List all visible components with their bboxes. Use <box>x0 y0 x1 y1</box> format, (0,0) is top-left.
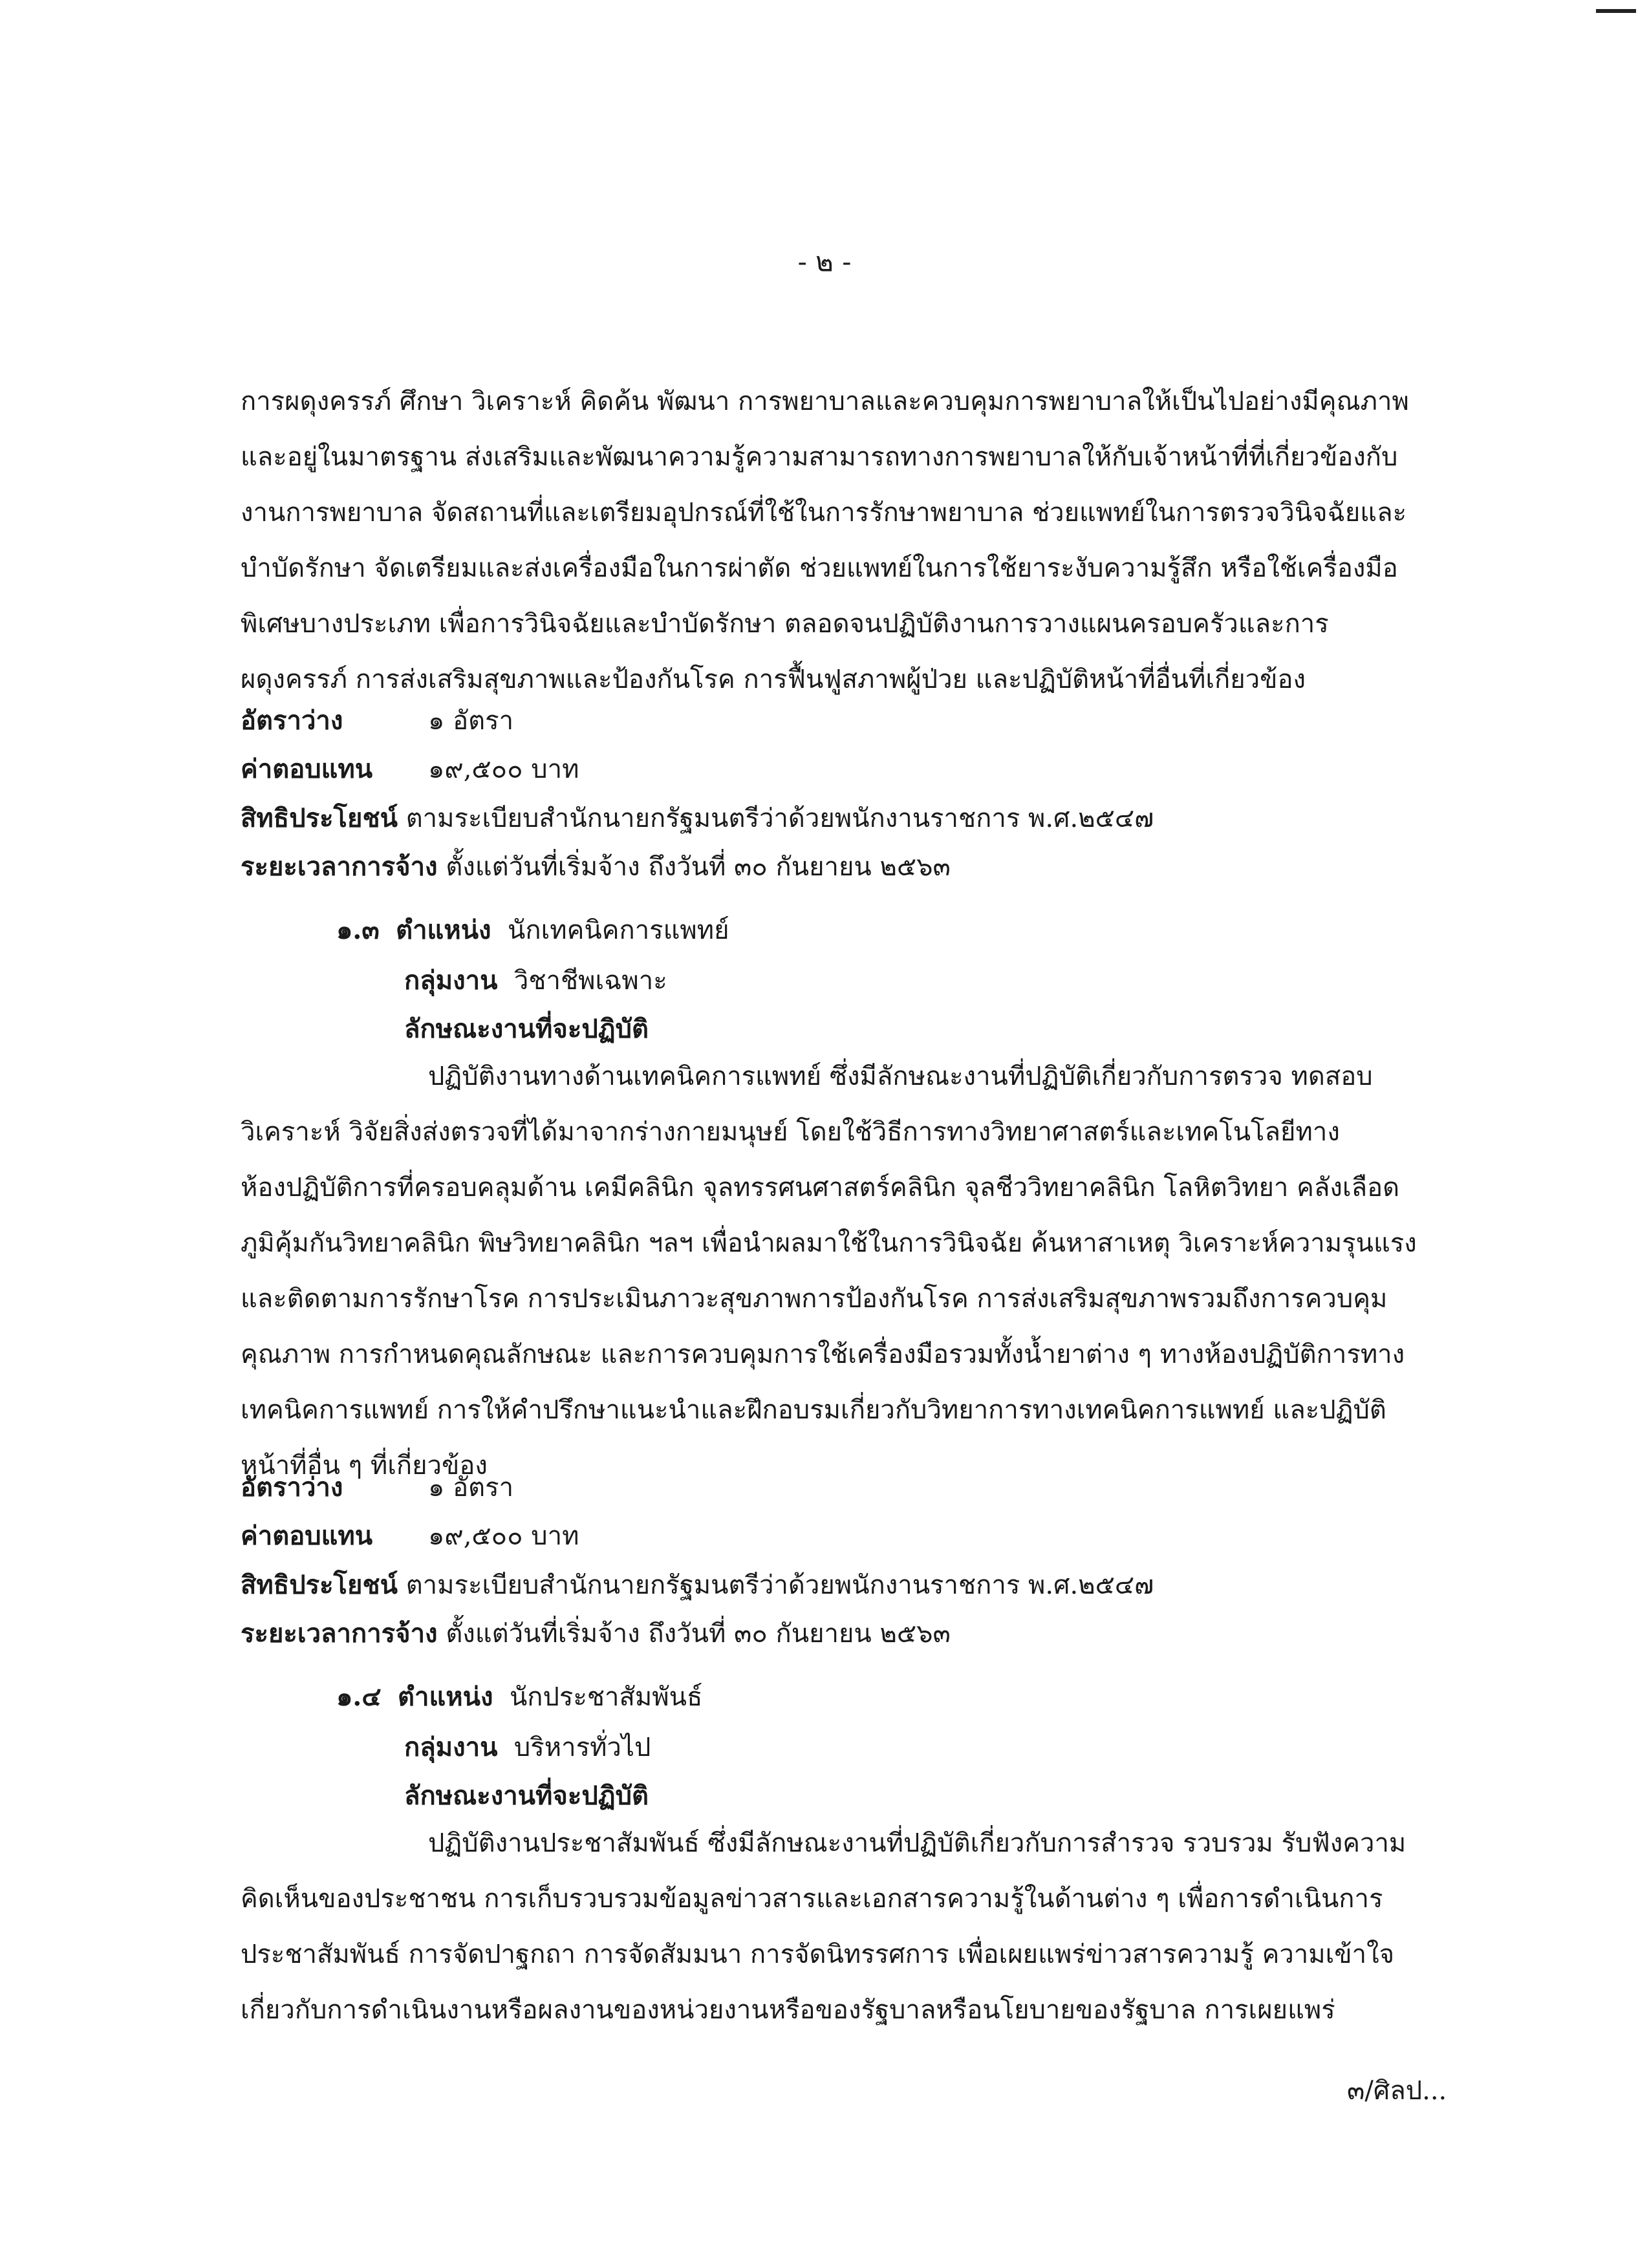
intro-line: บำบัดรักษา จัดเตรียมและส่งเครื่องมือในการผ่าตัด ช่วยแพทย์ในการใช้ยาระงับความรู้สึก หรือใช้เครื่องมือ <box>241 553 1398 583</box>
section-number: ๑.๓ <box>336 915 380 945</box>
corner-mark <box>1596 9 1636 13</box>
vacancy-value: ๑ อัตรา <box>428 1473 514 1503</box>
duty-line: ประชาสัมพันธ์ การจัดปาฐกถา การจัดสัมมนา การจัดนิทรรศการ เพื่อเผยแพร่ข่าวสารความรู้ ความเข้าใจ <box>241 1940 1395 1969</box>
duty-line: คิดเห็นของประชาชน การเก็บรวบรวมข้อมูลข่าวสารและเอกสารความรู้ในด้านต่าง ๆ เพื่อการดำเนินการ <box>241 1884 1383 1914</box>
intro-line: ผดุงครรภ์ การส่งเสริมสุขภาพและป้องกันโรค การฟื้นฟูสภาพผู้ป่วย และปฏิบัติหน้าที่อื่นที่เกี่ยวข้อง <box>241 665 1306 694</box>
page-number: - ๒ - <box>797 246 852 277</box>
section-heading-1-3 <box>336 909 729 950</box>
duty-line: คุณภาพ การกำหนดคุณลักษณะ และการควบคุมการใช้เครื่องมือรวมทั้งน้ำยาต่าง ๆ ทางห้องปฏิบัติการทาง <box>241 1340 1405 1369</box>
duty-paragraph-1-4 <box>241 1815 1469 2038</box>
duty-line: ปฏิบัติงานทางด้านเทคนิคการแพทย์ ซึ่งมีลักษณะงานที่ปฏิบัติเกี่ยวกับการตรวจ ทดสอบ <box>428 1062 1373 1091</box>
duty-line: เทคนิคการแพทย์ การให้คำปรึกษาแนะนำและฝึกอบรมเกี่ยวกับวิทยาการทางเทคนิคการแพทย์ และปฏิบัติ <box>241 1395 1386 1425</box>
vacancy-value: ๑ อัตรา <box>428 706 514 736</box>
section-number: ๑.๔ <box>336 1682 382 1712</box>
duty-paragraph-1-3 <box>241 1049 1469 1493</box>
duty-line: เกี่ยวกับการดำเนินงานหรือผลงานของหน่วยงานหรือของรัฐบาลหรือนโยบายของรัฐบาล การเผยแพร่ <box>241 1995 1335 2025</box>
period-label: ระยะเวลาการจ้าง <box>241 851 438 882</box>
duty-line: ห้องปฏิบัติการที่ครอบคลุมด้าน เคมีคลินิก จุลทรรศนศาสตร์คลินิก จุลชีววิทยาคลินิก โลหิตวิทยา คลังเลือด <box>241 1173 1400 1203</box>
intro-line: งานการพยาบาล จัดสถานที่และเตรียมอุปกรณ์ที่ใช้ในการรักษาพยาบาล ช่วยแพทย์ในการตรวจวินิจฉัยและ <box>241 498 1407 528</box>
vacancy-label: อัตราว่าง <box>241 1472 343 1503</box>
period-row <box>241 846 951 887</box>
group-label: กลุ่มงาน <box>404 1732 498 1762</box>
pay-row <box>241 748 579 789</box>
position-label: ตำแหน่ง <box>398 1682 493 1712</box>
section-heading-1-4 <box>336 1676 702 1717</box>
position-label: ตำแหน่ง <box>396 915 491 945</box>
pay-value: ๑๙,๕๐๐ บาท <box>428 1521 579 1551</box>
benefit-value: ตามระเบียบสำนักนายกรัฐมนตรีว่าด้วยพนักงานราชการ พ.ศ.๒๕๔๗ <box>405 1570 1154 1600</box>
pay-value: ๑๙,๕๐๐ บาท <box>428 754 579 784</box>
benefit-row <box>241 797 1154 839</box>
group-value: วิชาชีพเฉพาะ <box>513 966 667 996</box>
position-value: นักประชาสัมพันธ์ <box>509 1682 703 1712</box>
group-label: กลุ่มงาน <box>404 965 498 996</box>
intro-line: พิเศษบางประเภท เพื่อการวินิจฉัยและบำบัดรักษา ตลอดจนปฏิบัติงานการวางแผนครอบครัวและการ <box>241 609 1329 639</box>
duty-heading: ลักษณะงานที่จะปฏิบัติ <box>404 1781 649 1811</box>
duty-line: ภูมิคุ้มกันวิทยาคลินิก พิษวิทยาคลินิก ฯลฯ เพื่อนำผลมาใช้ในการวินิจฉัย ค้นหาสาเหตุ วิเคราะห์ความรุนแรง <box>241 1228 1417 1258</box>
duty-heading: ลักษณะงานที่จะปฏิบัติ <box>404 1014 649 1044</box>
intro-paragraph <box>241 374 1469 707</box>
duty-line: ปฏิบัติงานประชาสัมพันธ์ ซึ่งมีลักษณะงานที่ปฏิบัติเกี่ยวกับการสำรวจ รวบรวม รับฟังความ <box>428 1828 1406 1858</box>
position-value: นักเทคนิคการแพทย์ <box>508 915 729 945</box>
intro-line: การผดุงครรภ์ ศึกษา วิเคราะห์ คิดค้น พัฒนา การพยาบาลและควบคุมการพยาบาลให้เป็นไปอย่างมีคุณภาพ <box>241 387 1409 416</box>
period-value: ตั้งแต่วันที่เริ่มจ้าง ถึงวันที่ ๓๐ กันยายน ๒๕๖๓ <box>446 1619 951 1649</box>
duty-line: หน้าที่อื่น ๆ ที่เกี่ยวข้อง <box>241 1451 488 1481</box>
benefit-row <box>241 1564 1154 1605</box>
benefit-label: สิทธิประโยชน์ <box>241 1570 398 1600</box>
pay-row <box>241 1515 579 1556</box>
duty-line: และติดตามการรักษาโรค การประเมินภาวะสุขภาพการป้องกันโรค การส่งเสริมสุขภาพรวมถึงการควบคุม <box>241 1284 1388 1314</box>
benefit-label: สิทธิประโยชน์ <box>241 803 398 833</box>
pay-label: ค่าตอบแทน <box>241 754 373 784</box>
period-label: ระยะเวลาการจ้าง <box>241 1618 438 1649</box>
vacancy-label: อัตราว่าง <box>241 705 343 736</box>
duty-line: วิเคราะห์ วิจัยสิ่งส่งตรวจที่ได้มาจากร่างกายมนุษย์ โดยใช้วิธีการทางวิทยาศาสตร์และเทคโนโลยีทาง <box>241 1117 1340 1147</box>
vacancy-row <box>241 700 514 741</box>
period-row <box>241 1612 951 1654</box>
group-value: บริหารทั่วไป <box>513 1733 651 1762</box>
intro-line: และอยู่ในมาตรฐาน ส่งเสริมและพัฒนาความรู้ความสามารถทางการพยาบาลให้กับเจ้าหน้าที่ที่เกี่ยวข้องกับ <box>241 442 1398 472</box>
period-value: ตั้งแต่วันที่เริ่มจ้าง ถึงวันที่ ๓๐ กันยายน ๒๕๖๓ <box>446 852 951 882</box>
benefit-value: ตามระเบียบสำนักนายกรัฐมนตรีว่าด้วยพนักงานราชการ พ.ศ.๒๕๔๗ <box>405 804 1154 833</box>
next-page-continuation: ๓/ศิลป... <box>1347 2076 1447 2106</box>
work-group-row <box>404 959 667 1001</box>
work-group-row <box>404 1726 651 1768</box>
pay-label: ค่าตอบแทน <box>241 1521 373 1551</box>
